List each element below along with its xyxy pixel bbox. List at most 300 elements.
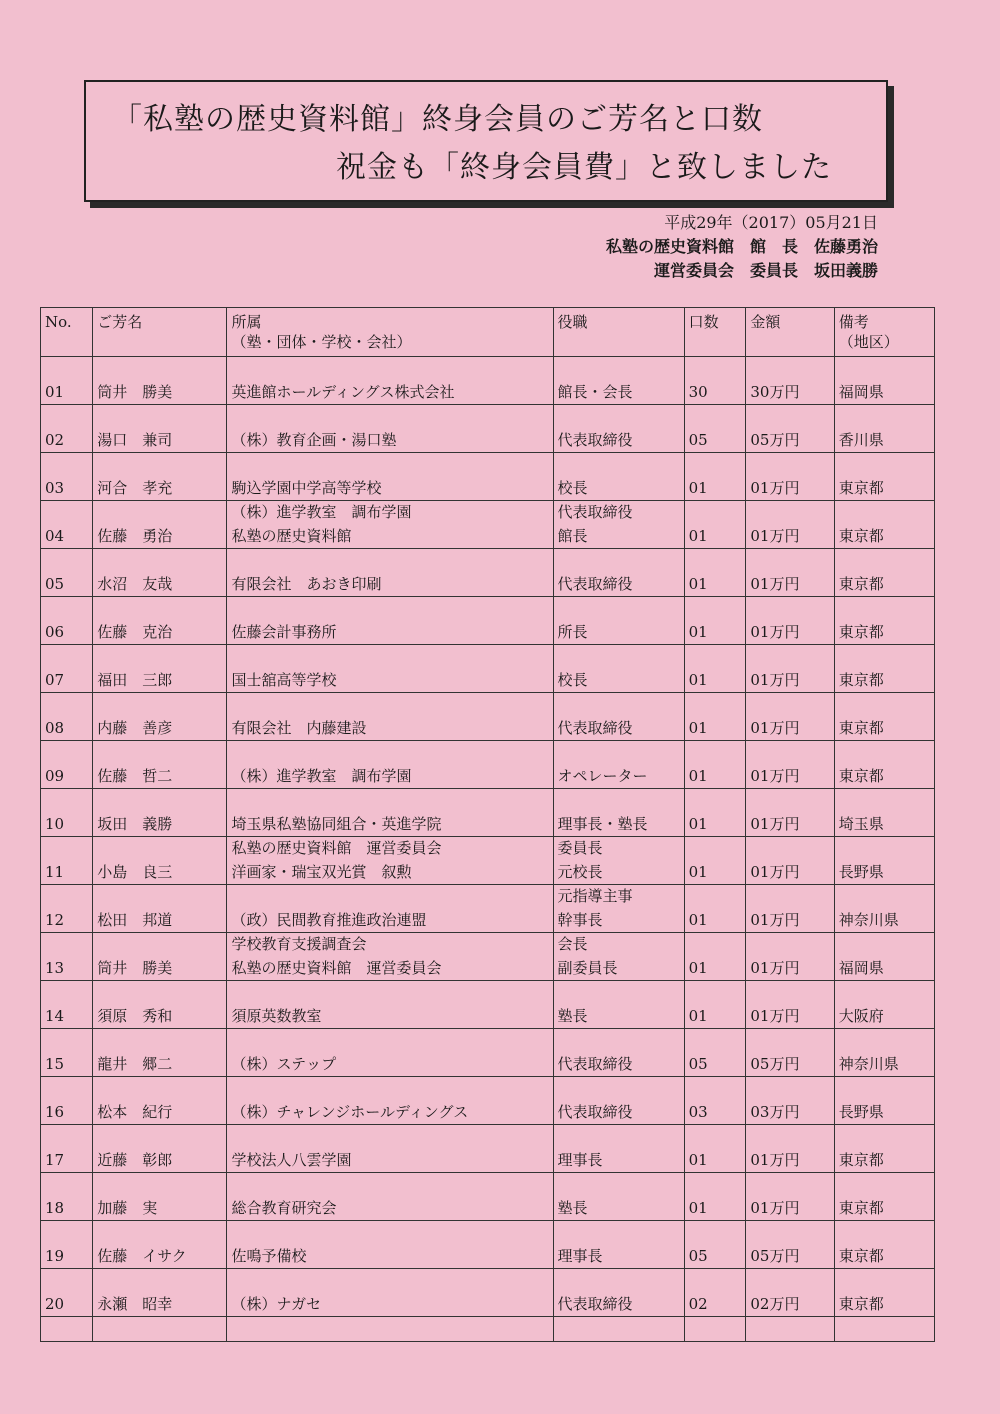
cell-name: 内藤 善彦 [93, 717, 227, 741]
header-notes-label: 備考 [838, 313, 869, 331]
cell-no: 04 [41, 525, 93, 549]
cell-upper-role [553, 1077, 684, 1101]
cell-upper-org: 学校教育支援調査会 [227, 933, 553, 957]
cell-org: （株）チャレンジホールディングス [227, 1101, 553, 1125]
cell-units: 01 [684, 1005, 746, 1029]
cell-org: 有限会社 あおき印刷 [227, 573, 553, 597]
cell-amount: 05万円 [746, 429, 834, 453]
cell-role: 理事長・塾長 [553, 813, 684, 837]
cell-units: 03 [684, 1101, 746, 1125]
cell-upper-amount [746, 1269, 834, 1293]
header-org [227, 308, 553, 357]
cell-name: 須原 秀和 [93, 1005, 227, 1029]
cell-upper-role [553, 357, 684, 381]
cell-upper-no [41, 1173, 93, 1197]
table-row-upper [41, 693, 935, 717]
cell-upper-org [227, 453, 553, 477]
cell-trailing-org [227, 1317, 553, 1342]
cell-org: 埼玉県私塾協同組合・英進学院 [227, 813, 553, 837]
cell-amount: 03万円 [746, 1101, 834, 1125]
cell-upper-notes [834, 1077, 934, 1101]
cell-notes: 福岡県 [834, 381, 934, 405]
table-header-row [41, 308, 935, 357]
cell-role: 代表取締役 [553, 429, 684, 453]
table-row [41, 429, 935, 453]
cell-units: 01 [684, 813, 746, 837]
table-row [41, 909, 935, 933]
cell-upper-role [553, 645, 684, 669]
cell-upper-no [41, 741, 93, 765]
cell-no: 19 [41, 1245, 93, 1269]
cell-upper-amount [746, 693, 834, 717]
cell-upper-notes [834, 981, 934, 1005]
cell-upper-org [227, 1173, 553, 1197]
cell-upper-no [41, 405, 93, 429]
cell-upper-notes [834, 1269, 934, 1293]
cell-notes: 神奈川県 [834, 1053, 934, 1077]
cell-units: 01 [684, 909, 746, 933]
cell-role: 代表取締役 [553, 1053, 684, 1077]
cell-no: 03 [41, 477, 93, 501]
cell-amount: 30万円 [746, 381, 834, 405]
cell-units: 01 [684, 1149, 746, 1173]
table-row [41, 957, 935, 981]
cell-role: オペレーター [553, 765, 684, 789]
cell-trailing-role [553, 1317, 684, 1342]
cell-org: （株）ナガセ [227, 1293, 553, 1317]
cell-upper-notes [834, 1029, 934, 1053]
cell-upper-org [227, 693, 553, 717]
table-row [41, 1053, 935, 1077]
cell-upper-notes [834, 741, 934, 765]
cell-role: 塾長 [553, 1197, 684, 1221]
cell-upper-org [227, 405, 553, 429]
cell-upper-name [93, 405, 227, 429]
cell-role: 館長・会長 [553, 381, 684, 405]
header-role: 役職 [553, 308, 684, 357]
header-units: 口数 [684, 308, 746, 357]
cell-no: 07 [41, 669, 93, 693]
header-no: No. [41, 308, 93, 357]
cell-units: 01 [684, 957, 746, 981]
cell-amount: 01万円 [746, 813, 834, 837]
cell-upper-amount [746, 789, 834, 813]
cell-upper-units [684, 597, 746, 621]
cell-upper-units [684, 1125, 746, 1149]
cell-no: 18 [41, 1197, 93, 1221]
cell-upper-name [93, 981, 227, 1005]
cell-notes: 東京都 [834, 765, 934, 789]
cell-upper-name [93, 885, 227, 909]
table-row [41, 1149, 935, 1173]
cell-upper-org [227, 1125, 553, 1149]
cell-amount: 01万円 [746, 525, 834, 549]
cell-upper-no [41, 789, 93, 813]
cell-upper-notes [834, 501, 934, 525]
cell-name: 近藤 彰郎 [93, 1149, 227, 1173]
cell-units: 01 [684, 525, 746, 549]
cell-no: 10 [41, 813, 93, 837]
cell-notes: 東京都 [834, 1197, 934, 1221]
cell-notes: 長野県 [834, 861, 934, 885]
cell-name: 福田 三郎 [93, 669, 227, 693]
cell-units: 01 [684, 765, 746, 789]
table-row-upper [41, 501, 935, 525]
cell-upper-units [684, 981, 746, 1005]
header-notes-sub: （地区） [838, 333, 899, 351]
cell-org: （株）ステップ [227, 1053, 553, 1077]
cell-upper-name [93, 1125, 227, 1149]
cell-role: 校長 [553, 669, 684, 693]
cell-upper-name [93, 837, 227, 861]
cell-notes: 東京都 [834, 1293, 934, 1317]
cell-upper-org [227, 357, 553, 381]
cell-upper-amount [746, 837, 834, 861]
cell-upper-units [684, 933, 746, 957]
cell-notes: 東京都 [834, 669, 934, 693]
cell-units: 05 [684, 1245, 746, 1269]
cell-notes: 福岡県 [834, 957, 934, 981]
cell-upper-org [227, 1077, 553, 1101]
cell-upper-notes [834, 837, 934, 861]
table-row-upper [41, 1173, 935, 1197]
cell-upper-amount [746, 357, 834, 381]
cell-units: 01 [684, 669, 746, 693]
cell-upper-units [684, 885, 746, 909]
table-row [41, 525, 935, 549]
cell-upper-notes [834, 549, 934, 573]
cell-units: 05 [684, 429, 746, 453]
cell-upper-notes [834, 645, 934, 669]
cell-org: 総合教育研究会 [227, 1197, 553, 1221]
cell-upper-name [93, 1029, 227, 1053]
cell-amount: 01万円 [746, 909, 834, 933]
cell-no: 20 [41, 1293, 93, 1317]
table-row [41, 765, 935, 789]
cell-upper-name [93, 357, 227, 381]
cell-trailing-amount [746, 1317, 834, 1342]
cell-upper-amount [746, 933, 834, 957]
cell-upper-org: 私塾の歴史資料館 運営委員会 [227, 837, 553, 861]
cell-upper-units [684, 1029, 746, 1053]
cell-upper-role [553, 981, 684, 1005]
table-row [41, 621, 935, 645]
cell-upper-name [93, 1077, 227, 1101]
cell-upper-amount [746, 1029, 834, 1053]
cell-no: 11 [41, 861, 93, 885]
cell-upper-no [41, 933, 93, 957]
cell-no: 05 [41, 573, 93, 597]
cell-role: 館長 [553, 525, 684, 549]
table-row-upper [41, 645, 935, 669]
cell-notes: 東京都 [834, 573, 934, 597]
cell-name: 湯口 兼司 [93, 429, 227, 453]
cell-upper-units [684, 357, 746, 381]
cell-amount: 05万円 [746, 1053, 834, 1077]
cell-upper-name [93, 1173, 227, 1197]
cell-org: 駒込学園中学高等学校 [227, 477, 553, 501]
cell-name: 筒井 勝美 [93, 957, 227, 981]
table-row-upper [41, 837, 935, 861]
cell-upper-role [553, 453, 684, 477]
table-row-upper [41, 1125, 935, 1149]
cell-name: 佐藤 克治 [93, 621, 227, 645]
cell-notes: 大阪府 [834, 1005, 934, 1029]
cell-name: 松田 邦道 [93, 909, 227, 933]
cell-no: 09 [41, 765, 93, 789]
cell-upper-units [684, 1173, 746, 1197]
document-title: 「私塾の歴史資料館」終身会員のご芳名と口数 [112, 102, 763, 137]
cell-role: 副委員長 [553, 957, 684, 981]
cell-upper-amount [746, 1173, 834, 1197]
cell-upper-units [684, 693, 746, 717]
cell-no: 14 [41, 1005, 93, 1029]
cell-no: 12 [41, 909, 93, 933]
cell-role: 理事長 [553, 1245, 684, 1269]
cell-upper-units [684, 453, 746, 477]
cell-trailing-name [93, 1317, 227, 1342]
cell-upper-notes [834, 789, 934, 813]
cell-amount: 01万円 [746, 1149, 834, 1173]
cell-upper-role: 代表取締役 [553, 501, 684, 525]
cell-upper-units [684, 741, 746, 765]
cell-upper-org [227, 1269, 553, 1293]
table-row-upper [41, 981, 935, 1005]
cell-upper-role [553, 1269, 684, 1293]
cell-upper-name [93, 1269, 227, 1293]
table-row-upper [41, 1077, 935, 1101]
cell-upper-name [93, 933, 227, 957]
cell-amount: 01万円 [746, 957, 834, 981]
header-amount: 金額 [746, 308, 834, 357]
table-row-upper [41, 405, 935, 429]
table-row-upper [41, 1221, 935, 1245]
cell-trailing-units [684, 1317, 746, 1342]
cell-notes: 長野県 [834, 1101, 934, 1125]
table-row [41, 861, 935, 885]
cell-upper-notes [834, 597, 934, 621]
cell-amount: 01万円 [746, 477, 834, 501]
cell-upper-amount [746, 981, 834, 1005]
table-row-upper [41, 597, 935, 621]
cell-upper-no [41, 549, 93, 573]
cell-upper-role [553, 1029, 684, 1053]
cell-role: 塾長 [553, 1005, 684, 1029]
cell-upper-amount [746, 885, 834, 909]
cell-upper-amount [746, 1221, 834, 1245]
cell-upper-role [553, 597, 684, 621]
cell-upper-notes [834, 453, 934, 477]
table-row [41, 813, 935, 837]
cell-upper-units [684, 1077, 746, 1101]
cell-upper-org [227, 597, 553, 621]
cell-upper-units [684, 549, 746, 573]
cell-name: 加藤 実 [93, 1197, 227, 1221]
cell-role: 代表取締役 [553, 1293, 684, 1317]
cell-upper-no [41, 1029, 93, 1053]
cell-upper-role: 元指導主事 [553, 885, 684, 909]
cell-no: 08 [41, 717, 93, 741]
cell-upper-units [684, 1221, 746, 1245]
cell-name: 松本 紀行 [93, 1101, 227, 1125]
cell-notes: 東京都 [834, 621, 934, 645]
document-subtitle: 祝金も「終身会員費」と致しました [336, 150, 832, 185]
signature-committee-chair: 運営委員会 委員長 坂田義勝 [653, 261, 878, 280]
cell-upper-notes [834, 1221, 934, 1245]
cell-upper-no [41, 1077, 93, 1101]
table-row-upper [41, 741, 935, 765]
table-row [41, 1005, 935, 1029]
cell-amount: 01万円 [746, 765, 834, 789]
cell-no: 16 [41, 1101, 93, 1125]
cell-upper-name [93, 501, 227, 525]
cell-amount: 01万円 [746, 621, 834, 645]
cell-name: 永瀬 昭幸 [93, 1293, 227, 1317]
header-notes [834, 308, 934, 357]
members-table [40, 307, 935, 1342]
cell-role: 幹事長 [553, 909, 684, 933]
table-row [41, 573, 935, 597]
cell-org: 国士舘高等学校 [227, 669, 553, 693]
cell-name: 水沼 友哉 [93, 573, 227, 597]
cell-trailing-notes [834, 1317, 934, 1342]
cell-upper-units [684, 1269, 746, 1293]
cell-name: 小島 良三 [93, 861, 227, 885]
cell-upper-amount [746, 549, 834, 573]
cell-no: 01 [41, 381, 93, 405]
cell-amount: 05万円 [746, 1245, 834, 1269]
cell-amount: 02万円 [746, 1293, 834, 1317]
cell-upper-units [684, 837, 746, 861]
cell-units: 01 [684, 861, 746, 885]
cell-org: （政）民間教育推進政治連盟 [227, 909, 553, 933]
cell-upper-role [553, 693, 684, 717]
cell-upper-org: （株）進学教室 調布学園 [227, 501, 553, 525]
cell-units: 01 [684, 717, 746, 741]
cell-upper-org [227, 789, 553, 813]
cell-upper-amount [746, 741, 834, 765]
cell-notes: 埼玉県 [834, 813, 934, 837]
cell-upper-role [553, 1221, 684, 1245]
cell-no: 06 [41, 621, 93, 645]
cell-org: 佐藤会計事務所 [227, 621, 553, 645]
table-row [41, 1101, 935, 1125]
cell-org: 私塾の歴史資料館 運営委員会 [227, 957, 553, 981]
cell-notes: 神奈川県 [834, 909, 934, 933]
cell-upper-amount [746, 1125, 834, 1149]
table-row-trailing [41, 1317, 935, 1342]
cell-upper-no [41, 693, 93, 717]
cell-no: 02 [41, 429, 93, 453]
cell-org: 佐鳴予備校 [227, 1245, 553, 1269]
cell-upper-org [227, 549, 553, 573]
cell-upper-org [227, 1221, 553, 1245]
cell-name: 佐藤 イサク [93, 1245, 227, 1269]
cell-upper-role: 会長 [553, 933, 684, 957]
cell-org: （株）教育企画・湯口塾 [227, 429, 553, 453]
cell-upper-org [227, 741, 553, 765]
cell-org: （株）進学教室 調布学園 [227, 765, 553, 789]
cell-upper-role [553, 1125, 684, 1149]
cell-upper-role [553, 741, 684, 765]
cell-org: 学校法人八雲学園 [227, 1149, 553, 1173]
cell-upper-no [41, 357, 93, 381]
table-row [41, 1245, 935, 1269]
cell-upper-org [227, 1029, 553, 1053]
cell-no: 17 [41, 1149, 93, 1173]
table-row-upper [41, 549, 935, 573]
cell-upper-role [553, 789, 684, 813]
table-row-upper [41, 357, 935, 381]
cell-upper-no [41, 885, 93, 909]
cell-units: 01 [684, 573, 746, 597]
table-row-upper [41, 789, 935, 813]
cell-notes: 東京都 [834, 525, 934, 549]
cell-name: 河合 孝充 [93, 477, 227, 501]
cell-upper-no [41, 597, 93, 621]
cell-upper-units [684, 501, 746, 525]
cell-upper-name [93, 453, 227, 477]
cell-upper-no [41, 501, 93, 525]
cell-upper-no [41, 1221, 93, 1245]
cell-org: 須原英数教室 [227, 1005, 553, 1029]
cell-notes: 東京都 [834, 1149, 934, 1173]
cell-name: 坂田 義勝 [93, 813, 227, 837]
cell-upper-amount [746, 1077, 834, 1101]
cell-amount: 01万円 [746, 1197, 834, 1221]
cell-upper-units [684, 405, 746, 429]
cell-trailing-no [41, 1317, 93, 1342]
table-row [41, 381, 935, 405]
cell-amount: 01万円 [746, 669, 834, 693]
cell-role: 理事長 [553, 1149, 684, 1173]
cell-upper-role [553, 549, 684, 573]
cell-upper-name [93, 693, 227, 717]
cell-upper-notes [834, 1173, 934, 1197]
cell-name: 筒井 勝美 [93, 381, 227, 405]
cell-upper-name [93, 645, 227, 669]
cell-upper-notes [834, 933, 934, 957]
signature-director: 私塾の歴史資料館 館 長 佐藤勇治 [605, 237, 878, 256]
cell-upper-org [227, 645, 553, 669]
cell-upper-amount [746, 405, 834, 429]
table-row [41, 717, 935, 741]
cell-upper-notes [834, 1125, 934, 1149]
cell-amount: 01万円 [746, 717, 834, 741]
cell-upper-name [93, 1221, 227, 1245]
cell-upper-org [227, 981, 553, 1005]
cell-org: 洋画家・瑞宝双光賞 叙勲 [227, 861, 553, 885]
cell-upper-name [93, 597, 227, 621]
table-row-upper [41, 885, 935, 909]
cell-units: 01 [684, 1197, 746, 1221]
cell-upper-amount [746, 645, 834, 669]
table-row-upper [41, 453, 935, 477]
table-row [41, 669, 935, 693]
cell-upper-notes [834, 405, 934, 429]
header-org-sub: （塾・団体・学校・会社） [231, 333, 412, 351]
cell-name: 佐藤 哲二 [93, 765, 227, 789]
cell-amount: 01万円 [746, 573, 834, 597]
cell-amount: 01万円 [746, 1005, 834, 1029]
cell-notes: 香川県 [834, 429, 934, 453]
table-row [41, 1293, 935, 1317]
cell-upper-no [41, 1269, 93, 1293]
cell-units: 01 [684, 477, 746, 501]
cell-upper-name [93, 789, 227, 813]
cell-units: 05 [684, 1053, 746, 1077]
cell-units: 02 [684, 1293, 746, 1317]
